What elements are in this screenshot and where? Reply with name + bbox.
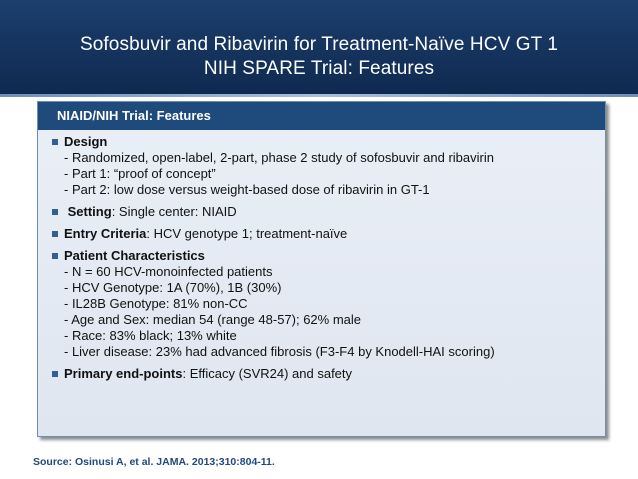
sub-item: - Randomized, open-label, 2-part, phase 2 study of sofosbuvir and ribavirin: [64, 150, 494, 165]
sub-item: - IL28B Genotype: 81% non-CC: [64, 296, 248, 311]
list-item-setting: [50, 204, 605, 220]
item-text: : Efficacy (SVR24) and safety: [182, 366, 353, 381]
sub-item: - HCV Genotype: 1A (70%), 1B (30%): [64, 280, 282, 295]
sub-item: - Race: 83% black; 13% white: [64, 328, 237, 343]
list-item-entry-criteria: [50, 226, 605, 242]
list-item-patient-characteristics: [50, 248, 605, 360]
list-item-design: [50, 134, 605, 198]
sub-item: - Part 1: “proof of concept”: [64, 166, 216, 181]
header-divider: [0, 94, 638, 97]
square-bullet-icon: [52, 139, 58, 145]
slide-header: [0, 0, 638, 94]
slide-title-line-1: Sofosbuvir and Ribavirin for Treatment-Naïve HCV GT 1: [79, 34, 559, 55]
item-label: Primary end-points: [64, 366, 183, 381]
panel-header: NIAID/NIH Trial: Features: [38, 102, 605, 130]
square-bullet-icon: [52, 209, 58, 215]
square-bullet-icon: [52, 253, 58, 259]
item-label: Setting: [67, 204, 112, 219]
sub-item: - Liver disease: 23% had advanced fibrosis (F3-F4 by Knodell-HAI scoring): [64, 344, 495, 359]
item-label: Entry Criteria: [64, 226, 147, 241]
list-item-primary-endpoints: [50, 366, 605, 382]
panel-body: [38, 130, 605, 436]
sub-item: - N = 60 HCV-monoinfected patients: [64, 264, 273, 279]
features-panel: [37, 101, 606, 437]
item-label: Design: [64, 134, 108, 149]
item-text: : Single center: NIAID: [111, 204, 237, 219]
slide-title-line-2: NIH SPARE Trial: Features: [203, 58, 435, 79]
source-citation: Source: Osinusi A, et al. JAMA. 2013;310:804-11.: [33, 456, 275, 468]
item-label: Patient Characteristics: [64, 248, 205, 263]
square-bullet-icon: [52, 371, 58, 377]
sub-item: - Part 2: low dose versus weight-based dose of ribavirin in GT-1: [64, 182, 430, 197]
item-text: : HCV genotype 1; treatment-naïve: [146, 226, 348, 241]
square-bullet-icon: [52, 231, 58, 237]
sub-item: - Age and Sex: median 54 (range 48-57); 62% male: [64, 312, 362, 327]
